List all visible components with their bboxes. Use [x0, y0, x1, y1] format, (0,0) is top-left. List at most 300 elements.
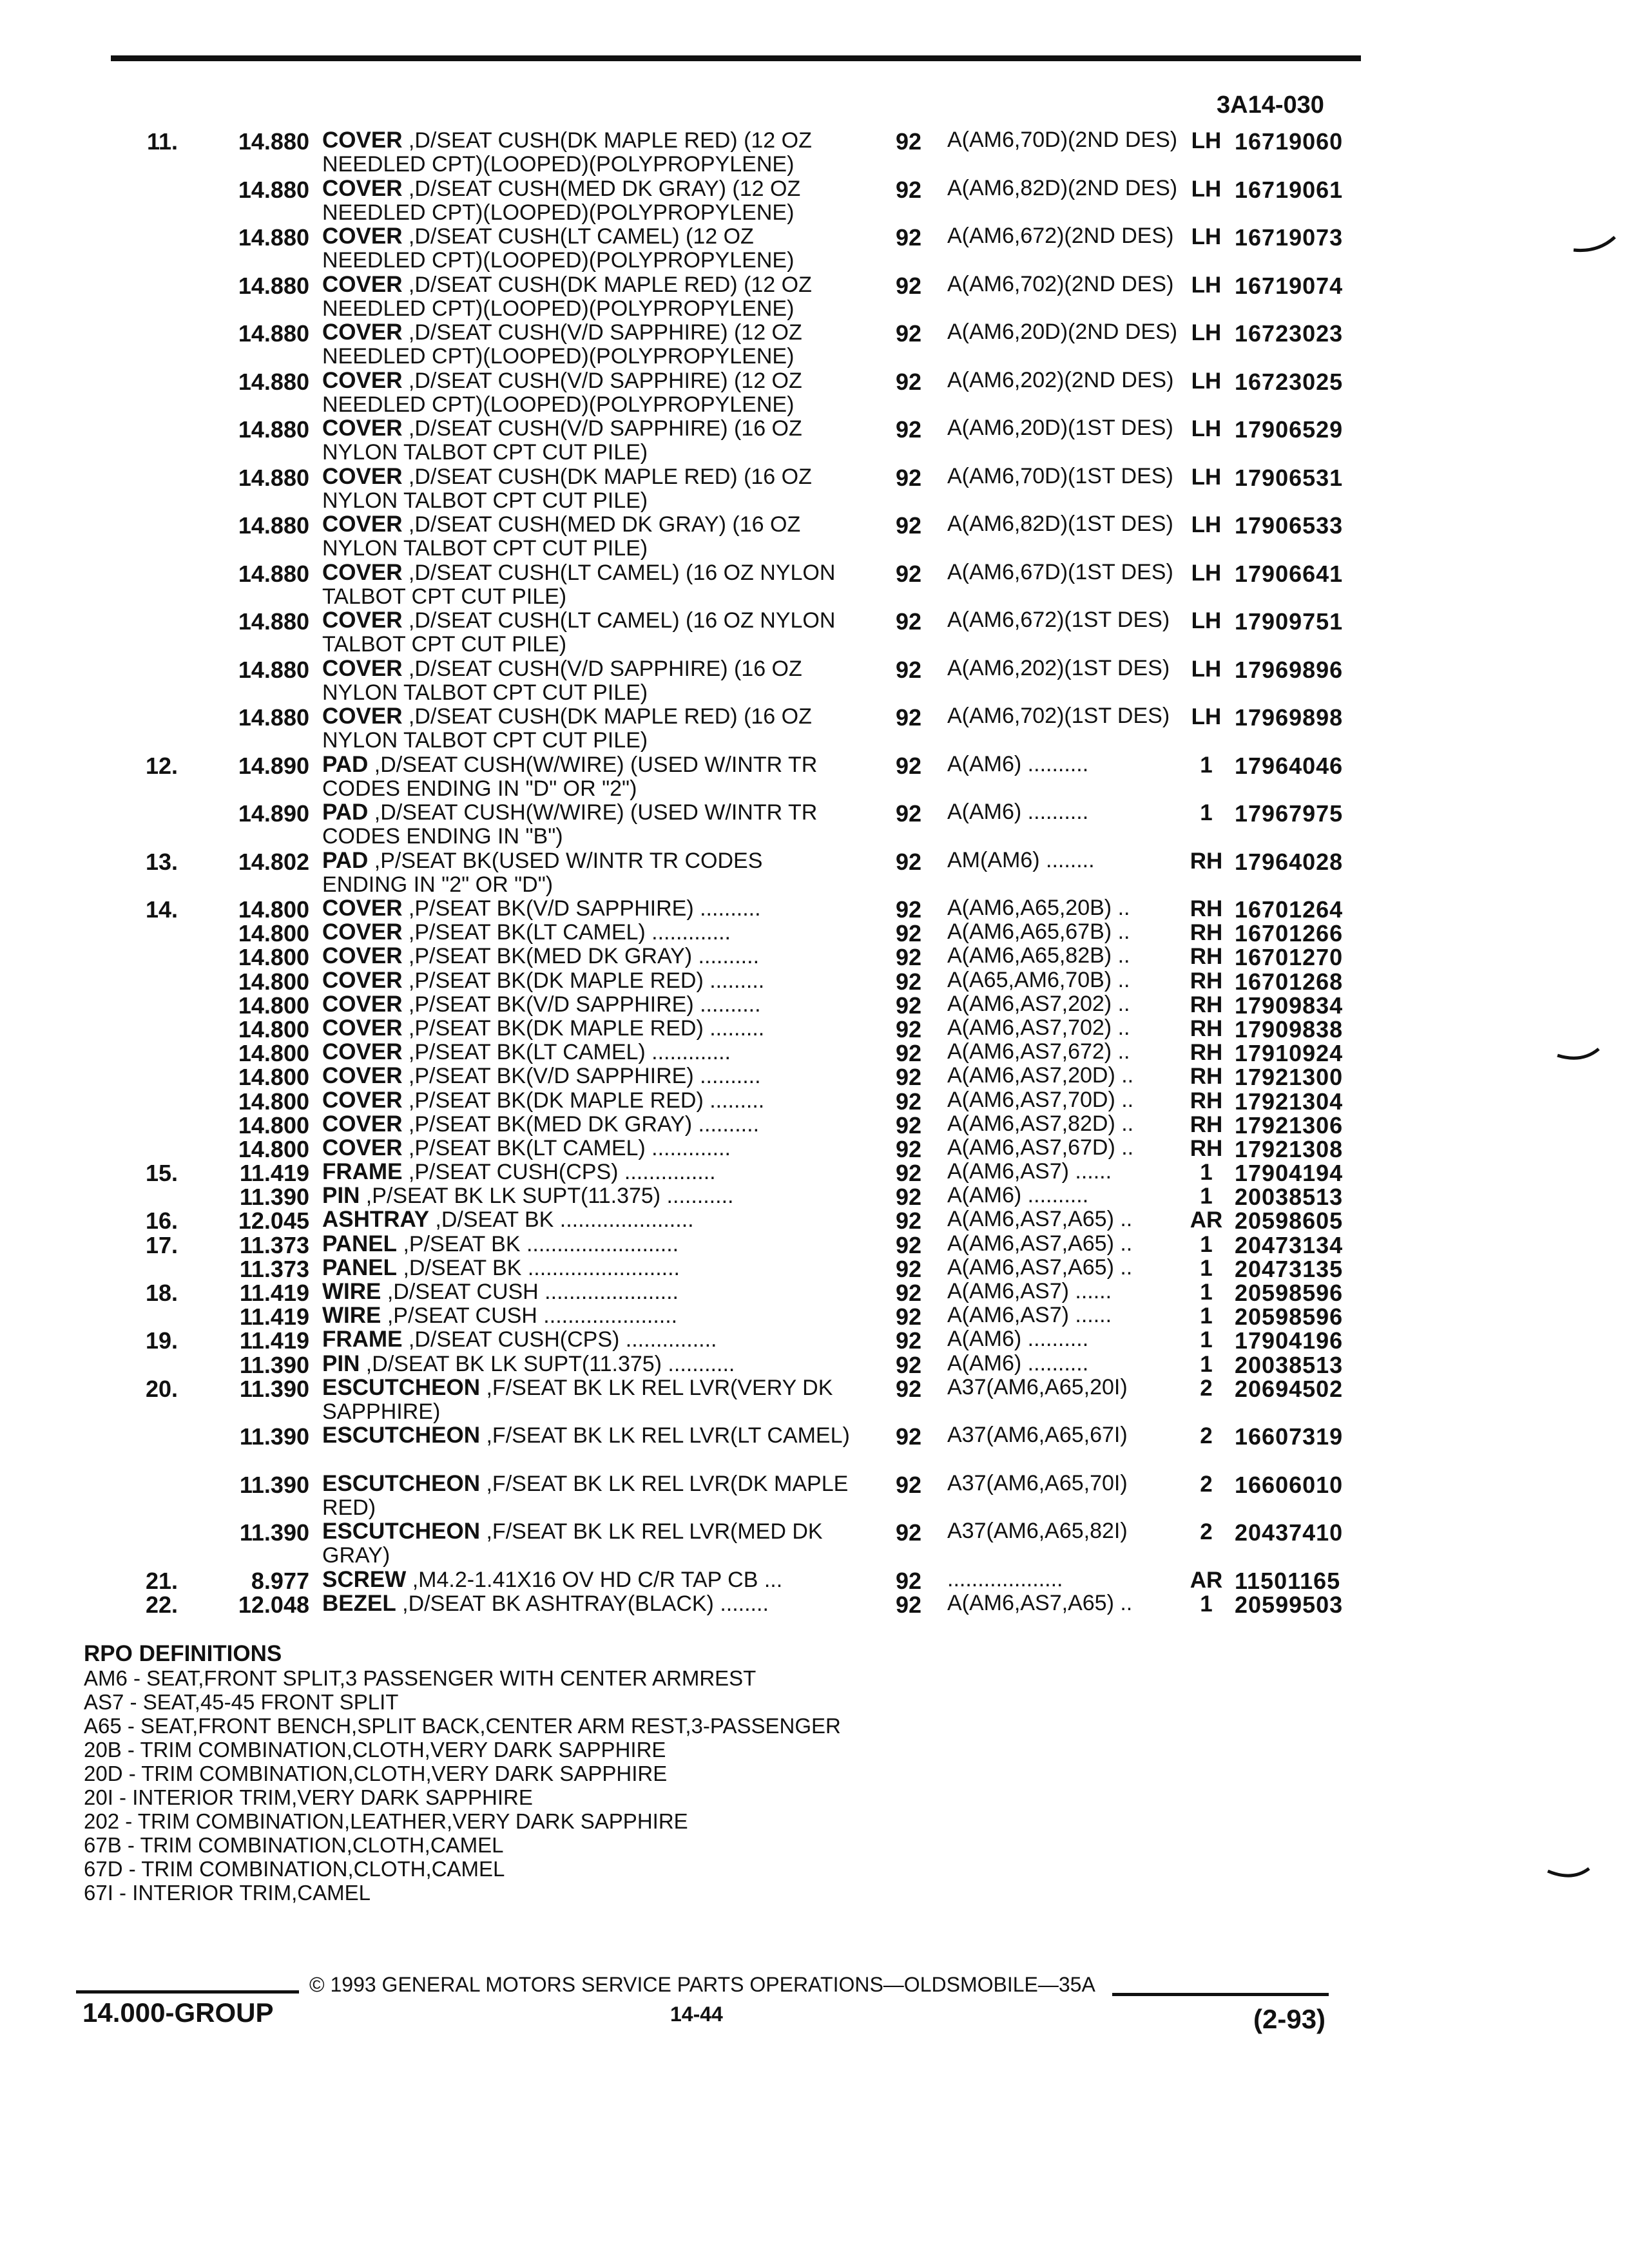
part-row: [0, 1108, 1629, 1139]
part-row: [0, 749, 1629, 801]
part-row: [0, 916, 1629, 947]
rpo-codes: A(AM6,202)(1ST DES): [947, 655, 1170, 680]
part-row: [0, 1012, 1629, 1043]
part-row: [0, 1419, 1629, 1468]
rpo-codes: A(A65,AM6,70B) ..: [947, 967, 1130, 992]
rpo-codes: A(AM6,702)(1ST DES): [947, 704, 1170, 728]
side-qty: 1: [1200, 1231, 1213, 1257]
side-qty: LH: [1191, 320, 1222, 345]
part-row: [0, 653, 1629, 705]
margin-mark: [1547, 1862, 1592, 1888]
side-qty: 1: [1200, 1255, 1213, 1281]
model-year: 92: [895, 1160, 922, 1187]
part-name: COVER: [322, 943, 403, 969]
rpo-codes: A(AM6,AS7,A65) ..: [947, 1254, 1133, 1280]
part-description: [322, 1472, 851, 1520]
model-year: 92: [895, 920, 922, 947]
model-year: 92: [895, 560, 922, 587]
model-year: 92: [895, 656, 922, 683]
part-row: [0, 1515, 1629, 1568]
model-year: 92: [895, 1207, 922, 1235]
part-row: [0, 1276, 1629, 1306]
group-number: 11.419: [239, 1280, 309, 1306]
part-detail: ,D/SEAT CUSH(V/D SAPPHIRE) (12 OZ NEEDLED CPT)(LOOPED)(POLYPROPYLENE): [322, 368, 802, 417]
side-qty: LH: [1191, 128, 1222, 153]
model-year: 92: [895, 1184, 922, 1211]
part-detail: ,D/SEAT CUSH(V/D SAPPHIRE) (16 OZ NYLON TALBOT CPT CUT PILE): [322, 416, 802, 465]
part-detail: ,P/SEAT BK(DK MAPLE RED) .........: [402, 968, 765, 993]
part-detail: ,D/SEAT CUSH(LT CAMEL) (16 OZ NYLON TALBOT CPT CUT PILE): [322, 608, 836, 657]
part-name: PIN: [322, 1350, 360, 1376]
part-row: [0, 988, 1629, 1019]
part-row: [0, 461, 1629, 513]
rpo-codes: A(AM6,AS7,702) ..: [947, 1015, 1130, 1040]
group-number: 14.800: [238, 1040, 309, 1067]
model-year: 92: [895, 416, 922, 443]
def-line: 20I - INTERIOR TRIM,VERY DARK SAPPHIRE: [84, 1785, 533, 1809]
part-number: 17969896: [1235, 656, 1344, 683]
part-detail: ,D/SEAT CUSH(LT CAMEL) (12 OZ NEEDLED CPT)(LOOPED)(POLYPROPYLENE): [322, 224, 795, 273]
part-number: 17921306: [1235, 1111, 1344, 1139]
part-detail: ,P/SEAT BK(V/D SAPPHIRE) ..........: [402, 992, 761, 1017]
part-name: ASHTRAY: [322, 1207, 429, 1233]
side-qty: RH: [1190, 1135, 1223, 1161]
def-line: 20B - TRIM COMBINATION,CLOTH,VERY DARK SAPPHIRE: [84, 1738, 666, 1762]
item-key: 15.: [145, 1160, 178, 1187]
group-number: 11.419: [239, 1327, 309, 1354]
parts-list: [0, 124, 1629, 1618]
part-name: ESCUTCHEON: [322, 1519, 481, 1544]
copyright-line: © 1993 GENERAL MOTORS SERVICE PARTS OPERATIONS—OLDSMOBILE—35A: [309, 1973, 1095, 1996]
part-name: COVER: [322, 416, 403, 441]
part-name: COVER: [322, 991, 403, 1017]
footer-rule-right: [1112, 1993, 1329, 1996]
part-name: COVER: [322, 655, 403, 681]
part-row: [0, 1564, 1629, 1594]
part-row: [0, 845, 1629, 897]
part-detail: ,D/SEAT CUSH ......................: [381, 1280, 679, 1304]
def-line: 202 - TRIM COMBINATION,LEATHER,VERY DARK SAPPHIRE: [84, 1809, 688, 1833]
part-name: COVER: [322, 1039, 403, 1065]
part-number: 16607319: [1235, 1423, 1344, 1450]
rpo-codes: A(AM6,70D)(2ND DES): [947, 128, 1178, 152]
part-row: [0, 1228, 1629, 1258]
side-qty: 2: [1200, 1423, 1213, 1449]
part-number: 17967975: [1235, 800, 1344, 827]
part-row: [0, 796, 1629, 849]
side-qty: RH: [1190, 920, 1223, 946]
part-detail: ,D/SEAT CUSH(CPS) ...............: [402, 1327, 717, 1352]
part-detail: ,F/SEAT BK LK REL LVR(DK MAPLE RED): [322, 1471, 849, 1520]
footer-rule-left: [76, 1990, 299, 1994]
part-number: 16701270: [1235, 944, 1344, 971]
group-number: 11.390: [239, 1471, 309, 1498]
part-name: PAD: [322, 751, 369, 777]
side-qty: AR: [1190, 1567, 1223, 1593]
part-number: 20599503: [1235, 1591, 1344, 1618]
side-qty: RH: [1190, 848, 1223, 874]
side-qty: LH: [1191, 176, 1222, 202]
part-name: PANEL: [322, 1231, 398, 1256]
part-number: 17964046: [1235, 752, 1344, 779]
part-name: PIN: [322, 1183, 360, 1209]
part-description: [322, 1423, 851, 1448]
part-number: 16606010: [1235, 1471, 1344, 1498]
item-key: 12.: [145, 752, 178, 779]
side-qty: RH: [1190, 944, 1223, 970]
def-line: AM6 - SEAT,FRONT SPLIT,3 PASSENGER WITH CENTER ARMREST: [84, 1666, 757, 1690]
model-year: 92: [895, 272, 922, 299]
part-detail: ,P/SEAT CUSH ......................: [381, 1303, 678, 1329]
part-detail: ,D/SEAT CUSH(W/WIRE) (USED W/INTR TR CODES ENDING IN "B"): [322, 800, 818, 849]
rpo-codes: A(AM6,20D)(2ND DES): [947, 320, 1178, 344]
model-year: 92: [895, 368, 922, 395]
part-number: 20473135: [1235, 1255, 1344, 1282]
rpo-codes: A(AM6,A65,20B) ..: [947, 896, 1130, 920]
part-row: [0, 220, 1629, 273]
part-number: 16723023: [1235, 320, 1344, 347]
part-description: [322, 704, 851, 753]
rpo-codes: A(AM6,AS7,A65) ..: [947, 1207, 1133, 1232]
side-qty: RH: [1190, 1015, 1223, 1041]
group-number: 14.880: [238, 656, 309, 683]
rpo-codes: A(AM6,AS7,82D) ..: [947, 1111, 1134, 1136]
header-rule: [111, 55, 1361, 61]
part-row: [0, 1348, 1629, 1378]
rpo-codes: A37(AM6,A65,82I): [947, 1519, 1128, 1544]
part-name: SCREW: [322, 1566, 407, 1592]
part-name: COVER: [322, 128, 403, 153]
part-name: BEZEL: [322, 1590, 396, 1616]
rpo-codes: A(AM6) ..........: [947, 800, 1089, 824]
part-name: FRAME: [322, 1327, 403, 1352]
model-year: 92: [895, 896, 922, 923]
part-description: [322, 224, 851, 273]
group-number: 14.800: [238, 1135, 309, 1162]
model-year: 92: [895, 1135, 922, 1162]
part-detail: ,P/SEAT CUSH(CPS) ...............: [402, 1160, 716, 1185]
part-row: [0, 316, 1629, 369]
side-qty: LH: [1191, 608, 1222, 633]
part-name: COVER: [322, 608, 403, 633]
model-year: 92: [895, 1423, 922, 1450]
part-name: FRAME: [322, 1159, 403, 1185]
part-number: 17921304: [1235, 1088, 1344, 1115]
part-description: [322, 465, 851, 513]
group-number: 11.390: [239, 1351, 309, 1378]
part-name: PAD: [322, 800, 369, 825]
item-key: 14.: [145, 896, 178, 923]
group-number: 14.800: [238, 968, 309, 995]
model-year: 92: [895, 128, 922, 155]
part-row: [0, 940, 1629, 971]
part-detail: ,D/SEAT CUSH(MED DK GRAY) (12 OZ NEEDLED CPT)(LOOPED)(POLYPROPYLENE): [322, 176, 801, 225]
model-year: 92: [895, 1327, 922, 1354]
part-detail: ,P/SEAT BK(LT CAMEL) .............: [402, 1135, 731, 1160]
part-detail: ,P/SEAT BK(V/D SAPPHIRE) ..........: [402, 896, 761, 921]
group-number: 14.880: [238, 464, 309, 491]
part-number: 17921300: [1235, 1064, 1344, 1091]
side-qty: 2: [1200, 1375, 1213, 1401]
part-name: COVER: [322, 1015, 403, 1041]
group-number: 14.890: [238, 800, 309, 827]
group-number: 14.880: [238, 416, 309, 443]
part-number: 17909751: [1235, 608, 1344, 635]
part-detail: ,F/SEAT BK LK REL LVR(MED DK GRAY): [322, 1519, 823, 1568]
side-qty: LH: [1191, 656, 1222, 682]
rpo-codes: A(AM6,AS7,67D) ..: [947, 1135, 1134, 1160]
side-qty: 1: [1200, 1351, 1213, 1377]
rpo-codes: A(AM6,AS7) ......: [947, 1159, 1112, 1184]
side-qty: 1: [1200, 1303, 1213, 1329]
part-detail: ,F/SEAT BK LK REL LVR(LT CAMEL): [480, 1423, 850, 1448]
part-name: ESCUTCHEON: [322, 1374, 481, 1400]
part-number: 17906641: [1235, 560, 1344, 587]
group-number: 14.880: [238, 128, 309, 155]
part-row: [0, 1252, 1629, 1282]
item-key: 22.: [145, 1591, 178, 1618]
model-year: 92: [895, 224, 922, 251]
part-description: [322, 849, 851, 897]
group-number: 12.045: [238, 1207, 309, 1235]
part-number: 17910924: [1235, 1040, 1344, 1067]
side-qty: 1: [1200, 1327, 1213, 1353]
part-name: COVER: [322, 1063, 403, 1089]
part-number: 16701264: [1235, 896, 1344, 923]
part-detail: ,D/SEAT CUSH(DK MAPLE RED) (12 OZ NEEDLED CPT)(LOOPED)(POLYPROPYLENE): [322, 128, 812, 177]
group-number: 11.390: [239, 1375, 309, 1402]
part-detail: ,D/SEAT CUSH(LT CAMEL) (16 OZ NYLON TALBOT CPT CUT PILE): [322, 560, 836, 609]
rpo-codes: A(AM6,202)(2ND DES): [947, 367, 1174, 392]
side-qty: 1: [1200, 1160, 1213, 1186]
side-qty: LH: [1191, 560, 1222, 586]
group-number: 14.880: [238, 224, 309, 251]
rpo-codes: A(AM6,AS7,672) ..: [947, 1039, 1130, 1064]
part-number: 20437410: [1235, 1519, 1344, 1546]
part-name: ESCUTCHEON: [322, 1423, 481, 1448]
document-id: 3A14-030: [1217, 91, 1324, 119]
item-key: 11.: [146, 128, 178, 155]
side-qty: RH: [1190, 1064, 1223, 1090]
part-detail: ,D/SEAT CUSH(V/D SAPPHIRE) (12 OZ NEEDLED CPT)(LOOPED)(POLYPROPYLENE): [322, 320, 802, 369]
part-description: [322, 1376, 851, 1424]
rpo-codes: A(AM6) ..........: [947, 1350, 1089, 1376]
part-number: 17904196: [1235, 1327, 1344, 1354]
group-number: 14.880: [238, 560, 309, 587]
group-number: 11.373: [239, 1255, 309, 1282]
part-name: COVER: [322, 896, 403, 921]
model-year: 92: [895, 512, 922, 539]
rpo-codes: A37(AM6,A65,20I): [947, 1374, 1128, 1399]
model-year: 92: [895, 1111, 922, 1139]
group-number: 11.390: [239, 1423, 309, 1450]
part-row: [0, 1300, 1629, 1331]
side-qty: LH: [1191, 464, 1222, 490]
part-description: [322, 753, 851, 801]
part-number: 11501165: [1235, 1567, 1341, 1594]
rpo-codes: A(AM6,A65,82B) ..: [947, 943, 1130, 968]
rpo-codes: A(AM6,AS7,A65) ..: [947, 1590, 1133, 1615]
part-number: 16723025: [1235, 368, 1344, 395]
part-name: COVER: [322, 1087, 403, 1113]
part-detail: ,D/SEAT BK .........................: [397, 1255, 680, 1280]
part-description: [322, 1591, 851, 1616]
part-detail: ,D/SEAT CUSH(DK MAPLE RED) (12 OZ NEEDLED CPT)(LOOPED)(POLYPROPYLENE): [322, 272, 812, 321]
part-detail: ,D/SEAT BK ......................: [429, 1207, 694, 1233]
rpo-codes: A(AM6,20D)(1ST DES): [947, 416, 1173, 440]
part-name: COVER: [322, 704, 403, 729]
part-detail: ,D/SEAT CUSH(V/D SAPPHIRE) (16 OZ NYLON TALBOT CPT CUT PILE): [322, 656, 802, 705]
part-row: [0, 173, 1629, 225]
side-qty: LH: [1191, 512, 1222, 537]
side-qty: AR: [1190, 1207, 1223, 1233]
model-year: 92: [895, 1040, 922, 1067]
part-row: [0, 604, 1629, 657]
part-number: 20598596: [1235, 1303, 1344, 1331]
part-row: [0, 700, 1629, 753]
model-year: 92: [895, 848, 922, 875]
part-detail: ,P/SEAT BK .........................: [397, 1231, 679, 1256]
part-number: 20598605: [1235, 1207, 1344, 1235]
part-name: COVER: [322, 224, 403, 249]
part-number: 20473134: [1235, 1231, 1344, 1258]
item-key: 16.: [145, 1207, 178, 1235]
group-number: 14.800: [238, 896, 309, 923]
side-qty: LH: [1191, 704, 1222, 729]
item-key: 13.: [145, 848, 178, 875]
part-row: [0, 1132, 1629, 1162]
part-name: COVER: [322, 919, 403, 945]
model-year: 92: [895, 1471, 922, 1498]
part-name: PANEL: [322, 1254, 398, 1280]
margin-mark: [1556, 1044, 1601, 1070]
rpo-codes: A(AM6,AS7) ......: [947, 1303, 1112, 1328]
group-number: 14.880: [238, 272, 309, 299]
part-description: [322, 369, 851, 417]
part-number: 17906533: [1235, 512, 1344, 539]
group-number: 14.800: [238, 1064, 309, 1091]
part-number: 16719060: [1235, 128, 1344, 155]
part-description: [322, 608, 851, 657]
rpo-codes: AM(AM6) ........: [947, 847, 1095, 872]
page-number: 14-44: [670, 2003, 723, 2026]
group-label: 14.000-GROUP: [82, 1997, 274, 2028]
part-number: 16719074: [1235, 272, 1344, 299]
part-row: [0, 1372, 1629, 1424]
model-year: 92: [895, 1255, 922, 1282]
rpo-codes: A(AM6,AS7,70D) ..: [947, 1087, 1134, 1112]
group-number: 14.802: [238, 848, 309, 875]
part-detail: ,P/SEAT BK(LT CAMEL) .............: [402, 920, 731, 945]
part-description: [322, 320, 851, 369]
margin-mark: [1572, 232, 1617, 258]
part-detail: ,F/SEAT BK LK REL LVR(VERY DK SAPPHIRE): [322, 1375, 833, 1424]
group-number: 12.048: [238, 1591, 309, 1618]
part-description: [322, 1519, 851, 1568]
part-row: [0, 557, 1629, 609]
rpo-definitions-title: RPO DEFINITIONS: [84, 1641, 282, 1666]
part-row: [0, 1156, 1629, 1187]
part-detail: ,P/SEAT BK(USED W/INTR TR CODES ENDING IN "2" OR "D"): [322, 848, 763, 897]
side-qty: 1: [1200, 1280, 1213, 1305]
part-name: COVER: [322, 1135, 403, 1160]
part-name: COVER: [322, 559, 403, 585]
model-year: 92: [895, 968, 922, 995]
model-year: 92: [895, 992, 922, 1019]
rpo-codes: ...................: [947, 1566, 1063, 1591]
side-qty: RH: [1190, 1040, 1223, 1066]
part-number: 17969898: [1235, 704, 1344, 731]
group-number: 11.373: [239, 1231, 309, 1258]
part-name: COVER: [322, 967, 403, 993]
part-description: [322, 177, 851, 225]
group-number: 11.419: [239, 1160, 309, 1187]
part-row: [0, 124, 1629, 177]
rpo-codes: A(AM6,AS7) ......: [947, 1279, 1112, 1303]
part-number: 17964028: [1235, 848, 1344, 875]
part-row: [0, 965, 1629, 995]
item-key: 21.: [145, 1567, 178, 1594]
def-line: A65 - SEAT,FRONT BENCH,SPLIT BACK,CENTER ARM REST,3-PASSENGER: [84, 1714, 841, 1738]
part-row: [0, 1060, 1629, 1091]
model-year: 92: [895, 800, 922, 827]
rpo-codes: A(AM6,672)(2ND DES): [947, 224, 1174, 248]
part-row: [0, 892, 1629, 923]
rpo-codes: A(AM6,AS7,202) ..: [947, 991, 1130, 1016]
part-detail: ,P/SEAT BK(MED DK GRAY) ..........: [402, 1111, 760, 1137]
group-number: 14.880: [238, 704, 309, 731]
group-number: 14.880: [238, 320, 309, 347]
side-qty: RH: [1190, 992, 1223, 1017]
group-number: 14.880: [238, 608, 309, 635]
rpo-codes: A(AM6,82D)(2ND DES): [947, 175, 1178, 200]
side-qty: 1: [1200, 800, 1213, 825]
part-row: [0, 412, 1629, 465]
part-detail: ,D/SEAT BK ASHTRAY(BLACK) ........: [396, 1591, 769, 1616]
part-number: 17906531: [1235, 464, 1344, 491]
group-number: 14.800: [238, 1111, 309, 1139]
side-qty: LH: [1191, 224, 1222, 249]
part-row: [0, 1084, 1629, 1115]
part-detail: ,P/SEAT BK(MED DK GRAY) ..........: [402, 944, 760, 969]
def-line: AS7 - SEAT,45-45 FRONT SPLIT: [84, 1690, 399, 1714]
item-key: 18.: [145, 1280, 178, 1306]
part-row: [0, 269, 1629, 321]
group-number: 14.890: [238, 752, 309, 779]
rpo-codes: A(AM6,AS7,A65) ..: [947, 1231, 1133, 1256]
part-number: 16701266: [1235, 920, 1344, 947]
part-description: [322, 273, 851, 321]
part-number: 16701268: [1235, 968, 1344, 995]
group-number: 14.880: [238, 512, 309, 539]
part-name: COVER: [322, 271, 403, 297]
group-number: 14.800: [238, 920, 309, 947]
part-description: [322, 128, 851, 177]
part-number: 17906529: [1235, 416, 1344, 443]
model-year: 92: [895, 1231, 922, 1258]
part-description: [322, 416, 851, 465]
part-row: [0, 365, 1629, 417]
part-number: 16719073: [1235, 224, 1344, 251]
model-year: 92: [895, 1015, 922, 1043]
side-qty: RH: [1190, 1111, 1223, 1137]
part-number: 17921308: [1235, 1135, 1344, 1162]
part-row: [0, 1180, 1629, 1211]
side-qty: LH: [1191, 368, 1222, 394]
group-number: 14.800: [238, 944, 309, 971]
model-year: 92: [895, 1519, 922, 1546]
part-number: 16719061: [1235, 176, 1344, 203]
